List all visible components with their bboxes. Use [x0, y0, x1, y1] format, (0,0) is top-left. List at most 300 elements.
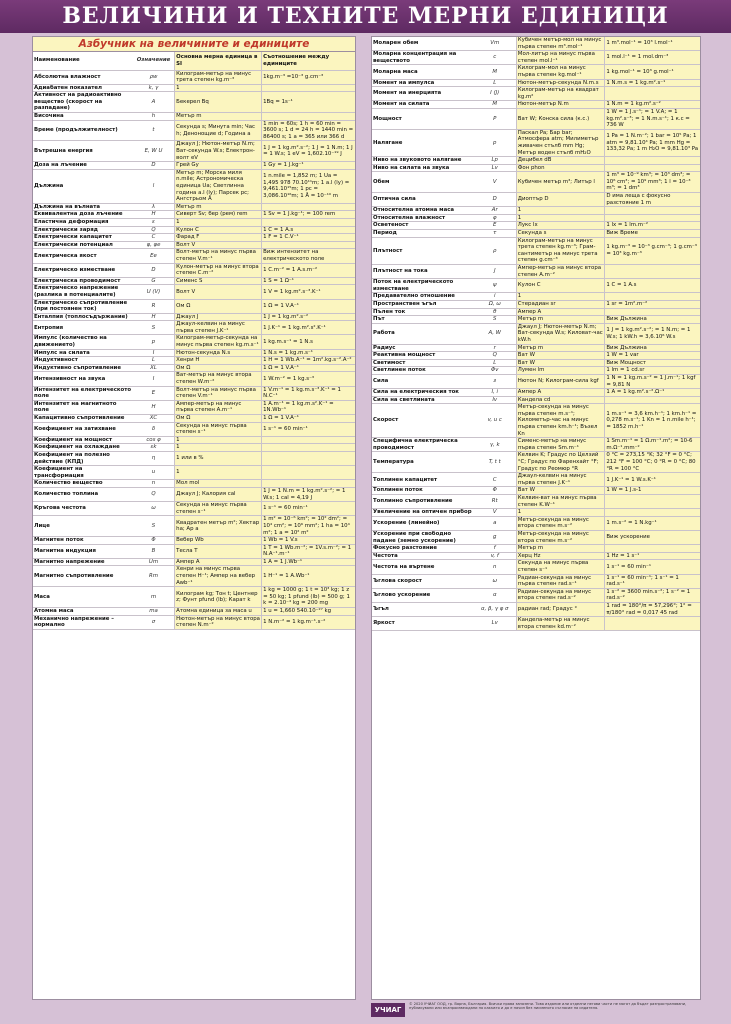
- table-row: [33, 587, 355, 608]
- unit-relation: 1 H⁻¹ = 1 A.Wb⁻¹: [262, 566, 355, 587]
- quantity-name: Обем: [372, 172, 474, 193]
- table-row: [372, 602, 700, 616]
- unit-relation: [262, 84, 355, 92]
- si-unit: Атомна единица за маса u: [175, 608, 262, 616]
- quantity-name: Момент на силата: [372, 101, 474, 109]
- table-row: [33, 451, 355, 465]
- quantity-name: Моларна концентрация на веществото: [372, 51, 474, 65]
- quantity-name: Плътност на тока: [372, 265, 474, 279]
- unit-relation: Виж Дължина: [605, 344, 700, 352]
- quantity-symbol: η: [133, 451, 175, 465]
- unit-relation: 1 kg.m.s⁻¹ = 1 N.s: [262, 335, 355, 349]
- quantity-name: Предавателно отношение: [372, 293, 474, 301]
- table-row: [372, 230, 700, 238]
- quantity-name: Време (продължителност): [33, 120, 133, 141]
- copyright-footer: © 2020 УЧИАГ ООД, гр. Варна, България. Всички права запазени. Това издание или отделни негови части не могат да бъдат разпространявани, публикувани или възпроизвеждани по какъвто и да е начин без писменото съгласие на издателя.: [409, 1002, 687, 1011]
- table-row: [372, 487, 700, 495]
- quantity-symbol: Φ: [474, 487, 517, 495]
- si-unit: Ом Ω: [175, 415, 262, 423]
- quantity-name: Топлинен капацитет: [372, 473, 474, 487]
- quantity-name: Коефициент на трансформация: [33, 466, 133, 480]
- unit-relation: 1 J.K⁻¹ = 1 kg.m².s².K⁻¹: [262, 321, 355, 335]
- quantity-symbol: V: [474, 172, 517, 193]
- si-unit: 1: [175, 436, 262, 444]
- table-row: [372, 37, 700, 51]
- quantity-name: Еквивалентна доза лъчение: [33, 211, 133, 219]
- quantity-symbol: u: [133, 466, 175, 480]
- quantity-symbol: XC: [133, 415, 175, 423]
- si-unit: Килограм-метър на минус трета степен kg.m⁻³; Грам-сантиметър на минус трета степен g.cm⁻³: [516, 237, 605, 264]
- quantity-symbol: φ: [474, 214, 517, 222]
- si-unit: Секунда на минус първа степен s⁻¹: [516, 560, 605, 574]
- unit-relation: 1 S = 1 Ω⁻¹: [262, 277, 355, 285]
- quantity-name: Електрическо съпротивление (при постоянен ток): [33, 299, 133, 313]
- quantity-symbol: E, W U: [133, 141, 175, 162]
- unit-relation: [262, 451, 355, 465]
- quantity-name: Коефициент на мощност: [33, 436, 133, 444]
- unit-relation: [605, 207, 700, 215]
- table-row: [33, 349, 355, 357]
- unit-relation: 1 s⁻¹ = 60 min⁻¹; 1 s⁻¹ = 1 rad.s⁻¹: [605, 574, 700, 588]
- si-unit: Ват W: [516, 352, 605, 360]
- table-row: [33, 436, 355, 444]
- quantity-symbol: Q: [133, 226, 175, 234]
- table-row: [372, 207, 700, 215]
- table-row: [33, 364, 355, 372]
- quantity-name: Реактивна мощност: [372, 352, 474, 360]
- unit-relation: 1 lm = 1 cd.sr: [605, 367, 700, 375]
- unit-relation: 1 m³.mol⁻¹ = 10³ l.mol⁻¹: [605, 37, 700, 51]
- quantity-symbol: ε: [133, 218, 175, 226]
- si-unit: Ампер A: [175, 558, 262, 566]
- quantity-symbol: Ar: [474, 207, 517, 215]
- table-row: [372, 323, 700, 344]
- quantity-name: Мощност: [372, 108, 474, 129]
- quantity-name: Индуктивно съпротивление: [33, 364, 133, 372]
- quantity-symbol: Φ: [133, 537, 175, 545]
- quantity-symbol: Ee: [133, 249, 175, 263]
- si-unit: Секунда на минус първа степен s⁻¹: [175, 422, 262, 436]
- table-row: [33, 162, 355, 170]
- quantity-name: Поток на електрическото изместване: [372, 279, 474, 293]
- table-row: [33, 386, 355, 400]
- quantity-name: Еластична деформация: [33, 218, 133, 226]
- quantity-symbol: k, γ: [133, 84, 175, 92]
- quantity-symbol: ω: [133, 502, 175, 516]
- si-unit: 1: [516, 509, 605, 517]
- quantity-symbol: v, f: [474, 552, 517, 560]
- unit-relation: 1 Pa = 1 N.m⁻²; 1 bar = 10⁵ Pa; 1 atm = 9,81.10⁴ Pa; 1 mm Hg = 133,32 Pa; 1 m H₂O = 9,81.10³ Pa: [605, 129, 700, 156]
- si-unit: Кулон-метър на минус втора степен C.m⁻²: [175, 263, 262, 277]
- si-unit: 1: [175, 218, 262, 226]
- table-row: [33, 487, 355, 501]
- quantity-symbol: U (V): [133, 285, 175, 299]
- table-row: [33, 480, 355, 488]
- unit-relation: [605, 545, 700, 553]
- table-row: [372, 344, 700, 352]
- table-row: [372, 473, 700, 487]
- si-unit: Джаул-келвин на минус първа степен J.K⁻¹: [175, 321, 262, 335]
- table-row: [372, 516, 700, 530]
- quantity-name: Сила на светлината: [372, 396, 474, 404]
- table-row: [33, 84, 355, 92]
- si-unit: Волт V: [175, 285, 262, 299]
- table-row: [372, 293, 700, 301]
- unit-relation: Виж ускорение: [605, 530, 700, 544]
- quantity-name: Доза на лъчение: [33, 162, 133, 170]
- si-unit: Кубичен метър-мол на минус първа степен m³.mol⁻¹: [516, 37, 605, 51]
- quantity-symbol: Lp: [474, 157, 517, 165]
- quantity-symbol: α: [474, 588, 517, 602]
- table-row: [372, 157, 700, 165]
- quantity-symbol: D: [133, 162, 175, 170]
- quantity-symbol: p: [474, 129, 517, 156]
- quantity-symbol: A, W: [474, 323, 517, 344]
- quantity-name: Магнитно съпротивление: [33, 566, 133, 587]
- si-unit: Келвин-ват на минус първа степен K.W⁻¹: [516, 495, 605, 509]
- unit-relation: 1 N = 1 kg.m.s⁻² = 1 J.m⁻¹; 1 kgf = 9,81 N: [605, 374, 700, 388]
- quantity-name: Относителна атомна маса: [372, 207, 474, 215]
- unit-relation: 1 J = 1 kg.m².s⁻²: [262, 313, 355, 321]
- si-unit: Нютон-метър на минус втора степен N.m⁻²: [176, 615, 260, 629]
- unit-relation: [605, 308, 700, 316]
- si-unit: Кулон C: [516, 279, 605, 293]
- table-row: [33, 141, 355, 162]
- unit-relation: 1 W = 1 J.s-1: [605, 487, 700, 495]
- si-unit: Волт V: [175, 241, 262, 249]
- quantity-symbol: δ: [133, 422, 175, 436]
- table-row: [33, 615, 355, 629]
- quantity-name: Моларна маса: [372, 65, 474, 79]
- unit-relation: 1 W = 1 J.s⁻¹; = 1 V.A; = 1 kg.m².s⁻³; = 1 N.m.s⁻¹; 1 к.с = 736 W: [605, 108, 700, 129]
- si-unit: Ом Ω: [175, 364, 262, 372]
- table-row: [33, 169, 355, 203]
- table-row: [372, 495, 700, 509]
- quantity-name: Адиабатен показател: [33, 84, 133, 92]
- quantity-name: Радиус: [372, 344, 474, 352]
- quantity-symbol: Q: [474, 352, 517, 360]
- si-unit: Ампер-метър на минус първа степен A.m⁻¹: [175, 400, 262, 414]
- si-unit: Радиан-секунда на минус първа степен rad.s⁻¹: [516, 574, 605, 588]
- quantity-name: Момент на импулса: [372, 79, 474, 87]
- quantity-name: Сила на електрическия ток: [372, 389, 474, 397]
- table-row: [372, 172, 700, 193]
- unit-relation: 1 J.K⁻¹ = 1 W.s.K⁻¹: [605, 473, 700, 487]
- si-unit: Мол mol: [175, 480, 262, 488]
- unit-relation: Виж Мощност: [605, 359, 700, 367]
- quantity-name: Интензитет на магнитното поле: [33, 400, 133, 414]
- quantity-name: Абсолютна влажност: [33, 70, 133, 84]
- table-row: [372, 588, 700, 602]
- unit-relation: [262, 203, 355, 211]
- table-header-row: [33, 52, 355, 70]
- quantity-name: Път: [372, 316, 474, 324]
- si-unit: 1: [175, 444, 262, 452]
- quantity-symbol: n: [133, 480, 175, 488]
- unit-relation: 0 °C = 273,15 °K; 32 °F = 0 °C; 212 °F = 100 °C; 0 °R = 0 °C; 80 °R = 100 °C: [605, 452, 700, 473]
- quantity-symbol: λ: [133, 203, 175, 211]
- unit-relation: 1 T = 1 Wb.m⁻²; = 1V.s.m⁻²; = 1 N.A⁻¹.m⁻¹: [262, 544, 355, 558]
- quantity-name: Интензитет на електрическото поле: [34, 386, 132, 400]
- unit-relation: 1 C = 1 A.s: [262, 226, 355, 234]
- unit-relation: [262, 436, 355, 444]
- table-row: [372, 545, 700, 553]
- unit-relation: 1 W = 1 var: [605, 352, 700, 360]
- unit-relation: D има леща с фокусно разстояние 1 m: [605, 193, 700, 207]
- quantity-name: Ускорение (линейно): [372, 516, 474, 530]
- quantity-name: Моларен обем: [372, 37, 474, 51]
- si-unit: Метър m: [175, 113, 262, 121]
- quantity-name: Капацитивно съпротивление: [33, 415, 133, 423]
- quantity-name: Ъглово ускорение: [372, 588, 474, 602]
- quantity-symbol: D: [474, 193, 517, 207]
- quantity-symbol: p: [133, 335, 175, 349]
- unit-relation: Виж интензитет на електрическото поле: [262, 249, 355, 263]
- unit-relation: [605, 87, 700, 101]
- si-unit: Стерадиан sr: [516, 300, 605, 308]
- unit-relation: 1 Hz = 1 s⁻¹: [605, 552, 700, 560]
- left-table-panel: [32, 36, 356, 1000]
- quantity-name: Електрическо напрежение (разлика в потенциалите): [33, 285, 133, 299]
- table-row: [33, 415, 355, 423]
- quantity-symbol: E: [133, 386, 175, 400]
- header-unit: Основна мерна единица в SI: [175, 52, 262, 70]
- unit-relation: [262, 241, 355, 249]
- quantity-name: Период: [372, 230, 474, 238]
- unit-relation: 1 N.m.s = 1 kg.m².s⁻¹: [605, 79, 700, 87]
- table-row: [372, 87, 700, 101]
- quantity-symbol: α, β, γ φ σ: [474, 602, 517, 616]
- quantity-name: Плътност: [372, 237, 474, 264]
- si-unit: Кандела cd: [516, 396, 605, 404]
- unit-relation: 1 N.m⁻² = 1 kg.m⁻¹.s⁻²: [262, 615, 355, 629]
- unit-relation: 1 Ω = 1 V.A⁻¹: [262, 415, 355, 423]
- unit-relation: [605, 157, 700, 165]
- unit-relation: 1 s⁻² = 3600 min.s⁻²; 1 s⁻² = 1 rad.s⁻²: [605, 588, 700, 602]
- quantity-name: Температура: [372, 452, 474, 473]
- unit-relation: 1 Sm.m⁻¹ = 1 Ω.m⁻¹.m²; = 10-6 m.Ω⁻¹.mm⁻²: [605, 438, 700, 452]
- table-row: [372, 308, 700, 316]
- quantity-symbol: P: [474, 108, 517, 129]
- table-row: [372, 101, 700, 109]
- quantity-name: Магнитен поток: [33, 537, 133, 545]
- table-row: [372, 237, 700, 264]
- quantity-symbol: Lv: [474, 164, 517, 172]
- si-unit: Нютон-секунда N.s: [175, 349, 262, 357]
- quantity-symbol: τ: [474, 230, 517, 238]
- quantity-name: Магнитна индукция: [33, 544, 133, 558]
- si-unit: Ват W; Конска сила (к.с.): [516, 108, 605, 129]
- unit-relation: 1 kg.mol⁻¹ = 10³ g.mol⁻¹: [605, 65, 700, 79]
- table-row: [372, 509, 700, 517]
- quantity-name: Атомна маса: [33, 608, 133, 616]
- si-unit: Метър-секунда на минус втора степен m.s⁻²: [516, 516, 605, 530]
- si-unit: Килограм kg; Тон t; Центнер z; Фунт pfund (lb); Карат k: [175, 587, 262, 608]
- unit-relation: 1 Sv = 1 J.kg⁻¹; = 100 rem: [262, 211, 355, 219]
- table-row: [372, 574, 700, 588]
- table-row: [33, 502, 355, 516]
- quantity-name: Топлинен поток: [372, 487, 474, 495]
- si-unit: 1 или в %: [175, 451, 262, 465]
- unit-relation: 1 m.s⁻² = 1 N.kg⁻¹: [605, 516, 700, 530]
- si-unit: Волт-метър на минус първа степен V.m⁻¹: [175, 249, 262, 263]
- unit-relation: 1 F = 1 C.V⁻¹: [262, 234, 355, 242]
- table-row: [33, 70, 355, 84]
- quantity-symbol: I, i: [474, 389, 517, 397]
- quantity-name: Момент на инерцията: [372, 87, 474, 101]
- unit-relation: 1 J = 1 kg.m².s⁻²; = 1 N.m; = 1 W.s; 1 kW.h = 3,6.10⁶ W.s: [605, 323, 700, 344]
- si-unit: Ват W: [516, 487, 605, 495]
- si-unit: Сименс-метър на минус първа степен Sm.m⁻¹: [516, 438, 605, 452]
- quantity-symbol: ψ: [474, 279, 517, 293]
- quantity-symbol: Rm: [133, 566, 175, 587]
- quantity-symbol: f: [474, 545, 517, 553]
- si-unit: Бекерел Bq: [175, 92, 262, 113]
- table-row: [372, 129, 700, 156]
- si-unit: Ват W: [516, 359, 605, 367]
- quantity-symbol: A: [133, 92, 175, 113]
- si-unit: Тесла T: [175, 544, 262, 558]
- quantity-symbol: θ: [474, 308, 517, 316]
- quantity-name: Коефициент на охлаждане: [33, 444, 133, 452]
- quantity-symbol: Ω, ω: [474, 300, 517, 308]
- unit-relation: 1 Gy = 1 J.kg⁻¹: [262, 162, 355, 170]
- si-unit: Кулон C: [175, 226, 262, 234]
- unit-relation: 1 A = 1 J.Wb⁻¹: [262, 558, 355, 566]
- unit-relation: 1 H = 1 Wb.A⁻¹ = 1m².kg.s⁻².A⁻²: [262, 357, 355, 365]
- table-row: [372, 560, 700, 574]
- publisher-logo: УЧИАГ: [371, 1003, 405, 1017]
- quantity-symbol: XL: [133, 364, 175, 372]
- table-row: [33, 241, 355, 249]
- quantity-name: Активност на радиоактивно вещество (скорост на разпадане): [33, 92, 133, 113]
- quantity-name: Светлинен поток: [372, 367, 474, 375]
- quantity-name: Ъглова скорост: [372, 574, 474, 588]
- unit-relation: 1 sr = 1m².m⁻²: [605, 300, 700, 308]
- unit-relation: 1 N.m = 1 kg.m².s⁻²: [605, 101, 700, 109]
- unit-relation: 1 mol.l⁻¹ = 1 mol.dm⁻³: [605, 51, 700, 65]
- quantity-symbol: i: [474, 293, 517, 301]
- si-unit: Лумен lm: [516, 367, 605, 375]
- unit-relation: 1 N.s = 1 kg.m.s⁻¹: [262, 349, 355, 357]
- table-row: [33, 313, 355, 321]
- si-unit: Келвин K; Градус по Целзий °C; Градус по Фаренхайт °F; Градус по Реомюр °R: [516, 452, 605, 473]
- si-unit: Нютон N; Килограм-сила kgf: [516, 374, 605, 388]
- table-row: [372, 404, 700, 438]
- table-row: [372, 552, 700, 560]
- si-unit: Радиан-секунда на минус втора степен rad.s⁻²: [516, 588, 605, 602]
- quantity-name: Индуктивност: [33, 357, 133, 365]
- table-row: [33, 249, 355, 263]
- quantity-symbol: n: [474, 560, 517, 574]
- unit-relation: [262, 466, 355, 480]
- si-unit: Килограм-мол на минус първа степен kg.mol⁻¹: [516, 65, 605, 79]
- table-row: [372, 79, 700, 87]
- quantity-name: Електрически заряд: [33, 226, 133, 234]
- si-unit: Джаул J; Калория cal: [175, 487, 262, 501]
- table-row: [372, 193, 700, 207]
- si-unit: Джаул-келвин на минус първа степен J.K⁻¹: [516, 473, 605, 487]
- table-row: [372, 352, 700, 360]
- quantity-symbol: I: [133, 372, 175, 386]
- si-unit: Грей Gy: [175, 162, 262, 170]
- unit-relation: 1 A = 1 kg.m².s⁻².Ω⁻¹: [605, 389, 700, 397]
- table-row: [33, 544, 355, 558]
- unit-relation: 1 m³ = 10⁻⁹ km³; = 10³ dm³; = 10⁶ cm³; = 10⁹ mm³; 1 l = 10⁻³ m³; = 1 dm³: [605, 172, 700, 193]
- table-row: [33, 466, 355, 480]
- si-unit: Нютон-метър-секунда N.m.s: [516, 79, 605, 87]
- quantity-symbol: G: [133, 277, 175, 285]
- si-unit: Килограм-метър на минус трета степен kg.m⁻³: [175, 70, 262, 84]
- table-row: [33, 566, 355, 587]
- unit-relation: 1 min = 60s; 1 h = 60 min = 3600 s; 1 d = 24 h = 1440 min = 86400 s; 1 a = 365 или 366 d: [263, 120, 354, 140]
- quantity-name: Импулс на силата: [33, 349, 133, 357]
- unit-relation: 1 s⁻¹ = 60 min⁻¹: [262, 502, 355, 516]
- unit-relation: 1 C = 1 A.s: [605, 279, 700, 293]
- quantity-name: Честота: [372, 552, 474, 560]
- unit-relation: 1 m² = 10⁻⁶ km²; = 10² dm²; = 10⁴ cm²; = 10⁶ mm²; 1 ha = 10⁴ m²; 1 a = 10² m²: [262, 516, 355, 537]
- table-row: [33, 422, 355, 436]
- quantity-symbol: εk: [133, 444, 175, 452]
- si-unit: Секунда s; Минута min; Час h; Денонощие d; Година a: [175, 120, 262, 141]
- si-unit: Килограм-метър на квадрат kg.m²: [516, 87, 605, 101]
- unit-relation: 1 V.m⁻¹ = 1 kg.m.s⁻³.K⁻¹ = 1 N.C⁻¹: [262, 386, 355, 400]
- quantity-name: Честота на въртене: [372, 560, 474, 574]
- quantity-symbol: Q: [133, 487, 175, 501]
- si-unit: Волт-метър на минус първа степен V.m⁻¹: [175, 386, 262, 400]
- quantity-name: Височина: [33, 113, 133, 121]
- table-row: [372, 617, 700, 631]
- table-row: [33, 218, 355, 226]
- quantity-name: Яркост: [372, 617, 474, 631]
- unit-relation: 1 V = 1 kg.m².s⁻³.K⁻¹: [262, 285, 355, 299]
- table-row: [33, 211, 355, 219]
- table-row: [372, 108, 700, 129]
- quantity-name: Дължина на вълната: [33, 203, 133, 211]
- quantity-symbol: v, u c: [474, 404, 517, 438]
- table-row: [372, 51, 700, 65]
- quantity-symbol: R: [133, 299, 175, 313]
- unit-relation: Виж Време: [605, 230, 700, 238]
- unit-relation: [605, 396, 700, 404]
- quantity-symbol: H: [133, 400, 175, 414]
- quantity-symbol: Iv: [474, 396, 517, 404]
- quantity-symbol: φ, φe: [133, 241, 175, 249]
- quantity-symbol: m: [133, 587, 175, 608]
- quantity-symbol: S: [133, 516, 175, 537]
- header-name: Наименование: [33, 52, 133, 70]
- quantity-symbol: σ: [133, 615, 175, 629]
- quantity-name: Дължина: [33, 169, 133, 203]
- unit-relation: 1 kg.m⁻³ = 10⁻³ g.cm⁻³; 1 g.cm⁻³ = 10³ kg.m⁻³: [605, 237, 700, 264]
- quantity-name: Количество топлина: [33, 487, 133, 501]
- table-row: [372, 367, 700, 375]
- quantity-name: Относителна влажност: [372, 214, 474, 222]
- table-row: [372, 279, 700, 293]
- quantity-name: Вътрешна енергия: [33, 141, 133, 162]
- table-row: [372, 164, 700, 172]
- si-unit: Метър m: [516, 344, 605, 352]
- table-row: [372, 316, 700, 324]
- si-unit: Кубичен метър m³; Литър l: [516, 172, 605, 193]
- quantity-symbol: c: [474, 51, 517, 65]
- unit-relation: 1 J = 1 kg.m².s⁻²; 1 J = 1 N.m; 1 J = 1 W.s; 1 eV = 1,602.10⁻¹⁹ J: [262, 141, 355, 162]
- quantity-name: Електрическа якост: [33, 249, 133, 263]
- table-row: [33, 92, 355, 113]
- table-row: [33, 321, 355, 335]
- quantity-symbol: C: [474, 473, 517, 487]
- unit-relation: [262, 444, 355, 452]
